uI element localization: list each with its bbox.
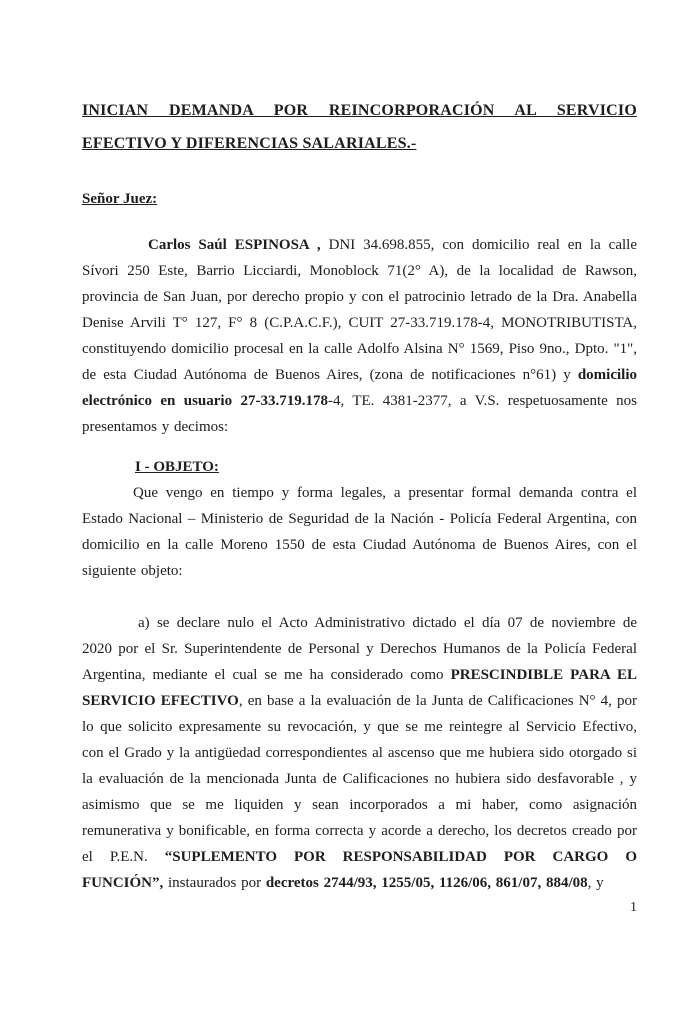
text-segment: , y — [587, 875, 604, 891]
text-segment: domicilio electrónico en usuario 27-33.719.178 — [82, 367, 637, 409]
salutation: Señor Juez: — [82, 191, 158, 207]
intro-paragraph — [82, 232, 637, 440]
object-paragraph — [82, 480, 637, 584]
text-segment: Carlos Saúl ESPINOSA , — [148, 237, 329, 253]
text-segment: PRESCINDIBLE PARA EL SERVICIO EFECTIVO — [82, 667, 637, 709]
section-heading-objeto: I - OBJETO: — [135, 459, 219, 475]
text-segment: “SUPLEMENTO POR RESPONSABILIDAD POR CARGO O FUNCIÓN”, — [82, 849, 637, 891]
text-segment: -4, TE. 4381-2377, a V.S. respetuosamente nos presentamos y decimos: — [82, 393, 637, 435]
text-segment: instaurados por — [163, 875, 266, 891]
page-number: 1 — [630, 900, 637, 915]
text-segment: , en base a la evaluación de la Junta de Calificaciones N° 4, por lo que solicito expresamente su revocación, y que se me reintegre al Servicio Efectivo, con el Grado y la antigüedad correspondientes al ascenso que me hubiera sido otorgado si la evaluación de la mencionada Junta de Calificaciones no hubiera sido desfavorable , y asimismo que se me liquiden y sean incorporados a mi haber, como asignación remunerativa y bonificable, en forma correcta y acorde a derecho, los decretos creado por el P.E.N. — [82, 693, 637, 865]
text-segment: a) se declare nulo el Acto Administrativo dictado el día 07 de noviembre de 2020 por el Sr. Superintendente de Personal y Derechos Humanos de la Policía Federal Argentina, mediante el cual se me ha considerado como — [82, 615, 637, 683]
text-segment: decretos 2744/93, 1255/05, 1126/06, 861/07, 884/08 — [265, 875, 588, 891]
text-segment: Que vengo en tiempo y forma legales, a presentar formal demanda contra el Estado Nacional – Ministerio de Seguridad de la Nación - Policía Federal Argentina, con domicilio en la calle Moreno 1550 de esta Ciudad Autónoma de Buenos Aires, con el siguiente objeto: — [82, 485, 637, 579]
petition-paragraph — [82, 610, 637, 896]
text-segment: DNI 34.698.855, con domicilio real en la calle Sívori 250 Este, Barrio Licciardi, Monoblock 71(2° A), de la localidad de Rawson, provincia de San Juan, por derecho propio y con el patrocinio letrado de la Dra. Anabella Denise Arvili T° 127, F° 8 (C.P.A.C.F.), CUIT 27-33.719.178-4, MONOTRIBUTISTA, constituyendo domicilio procesal en la calle Adolfo Alsina N° 1569, Piso 9no., Dpto. "1", de esta Ciudad Autónoma de Buenos Aires, (zona de notificaciones n°61) y — [82, 237, 637, 383]
document-title: INICIAN DEMANDA POR REINCORPORACIÓN AL SERVICIO EFECTIVO Y DIFERENCIAS SALARIALES.- — [82, 102, 637, 152]
